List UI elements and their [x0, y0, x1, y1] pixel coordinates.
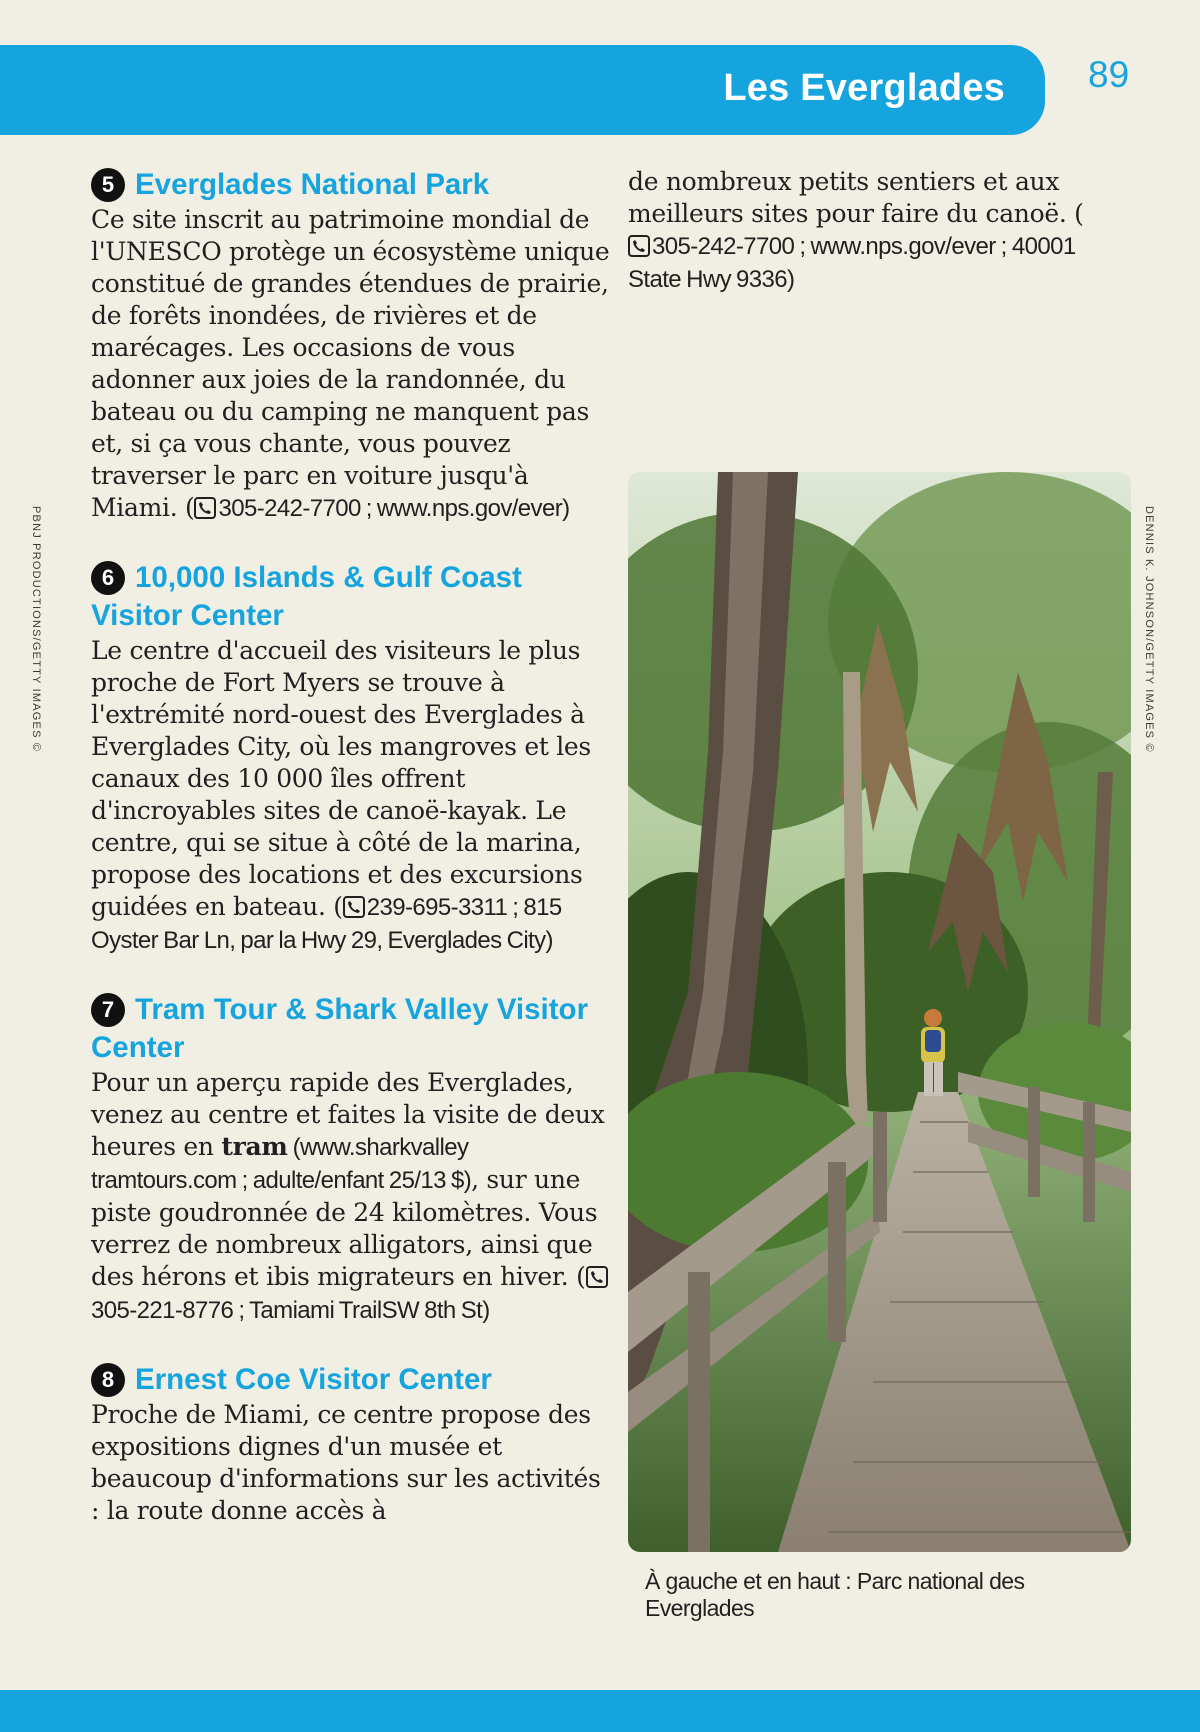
practical-info: 305-221-8776 ; Tamiami TrailSW 8th St)	[91, 1297, 490, 1324]
entry-body	[91, 1399, 611, 1527]
entry-number-badge: 7	[91, 993, 125, 1027]
entry-title-text: Everglades National Park	[135, 168, 490, 201]
info-open-paren: (	[177, 493, 195, 522]
entry-text: Proche de Miami, ce centre propose des expositions dignes d'un musée et beaucoup d'informations sur les activités : la route donne accès à	[91, 1400, 601, 1525]
photo-caption: À gauche et en haut : Parc national des Everglades	[645, 1568, 1025, 1621]
phone-icon	[343, 896, 365, 918]
entry-title-text: 10,000 Islands & Gulf Coast Visitor Center	[91, 561, 522, 632]
entry-title-text: Ernest Coe Visitor Center	[135, 1363, 492, 1396]
entry-body	[91, 204, 611, 525]
entry-10000-islands-visitor-center	[91, 559, 611, 957]
entry-everglades-national-park	[91, 166, 611, 525]
boardwalk-illustration	[628, 472, 1131, 1552]
photo-credit-left: PBNJ PRODUCTIONS/GETTY IMAGES ©	[30, 506, 42, 753]
entry-text: Le centre d'accueil des visiteurs le plus proche de Fort Myers se trouve à l'extrémité nord-ouest des Everglades à Everglades City, où les mangroves et les canaux des 10 000 îles offrent d'incroyables sites de canoë-kayak. Le centre, qui se situe à côté de la marina, propose des locations et des excursions guidées en bateau.	[91, 636, 591, 921]
entry-text: de nombreux petits sentiers et aux meilleurs sites pour faire du canoë.	[628, 167, 1067, 228]
right-column	[628, 166, 1098, 296]
info-open-paren: (	[1074, 199, 1084, 228]
header-bar	[0, 45, 1045, 135]
entry-title-text: Tram Tour & Shark Valley Visitor Center	[91, 993, 589, 1064]
entry-title	[91, 991, 611, 1067]
entry-body	[91, 1067, 611, 1327]
entry-text: Pour un aperçu rapide des Everglades, venez au centre et faites la visite de deux heures en	[91, 1068, 605, 1161]
bold-keyword: tram	[221, 1132, 288, 1161]
entry-number-badge: 5	[91, 168, 125, 202]
entry-number-badge: 6	[91, 561, 125, 595]
practical-info-inline: (www.sharkvalley tramtours.com ; adulte/enfant 25/13 $)	[91, 1134, 472, 1194]
entry-tram-tour-shark-valley	[91, 991, 611, 1327]
entry-number-badge: 8	[91, 1363, 125, 1397]
phone-icon	[586, 1266, 608, 1288]
entry-title	[91, 166, 611, 204]
info-open-paren: (	[325, 892, 343, 921]
practical-info: 305-242-7700 ; www.nps.gov/ever)	[218, 495, 570, 522]
info-open-paren: (	[568, 1262, 586, 1291]
footer-bar	[0, 1690, 1200, 1732]
phone-icon	[628, 235, 650, 257]
phone-icon	[194, 497, 216, 519]
entry-body-continued	[628, 166, 1098, 296]
entry-ernest-coe-visitor-center	[91, 1361, 611, 1527]
chapter-title: Les Everglades	[723, 67, 1005, 109]
entry-text: Ce site inscrit au patrimoine mondial de l'UNESCO protège un écosystème unique constitué de grandes étendues de prairie, de forêts inondées, de rivières et de marécages. Les occasions de vous adonner aux joies de la randonnée, du bateau ou du camping ne manquent pas et, si ça vous chante, vous pouvez traverser le parc en voiture jusqu'à Miami.	[91, 205, 610, 522]
photo-credit-right: DENNIS K. JOHNSON/GETTY IMAGES ©	[1143, 506, 1155, 753]
practical-info: 239-695-3311 ; 815 Oyster Bar Ln, par la Hwy 29, Everglades City)	[91, 894, 562, 954]
entry-title	[91, 1361, 611, 1399]
page-number: 89	[1088, 54, 1130, 95]
entry-body	[91, 635, 611, 957]
practical-info: 305-242-7700 ; www.nps.gov/ever ; 40001 State Hwy 9336)	[628, 233, 1076, 293]
entry-title	[91, 559, 611, 635]
left-column	[91, 166, 611, 1561]
entry-text-continued: , sur une piste goudronnée de 24 kilomètres. Vous verrez de nombreux alligators, ainsi que des hérons et ibis migrateurs en hiver.	[91, 1165, 598, 1291]
boardwalk-photo	[628, 472, 1131, 1552]
